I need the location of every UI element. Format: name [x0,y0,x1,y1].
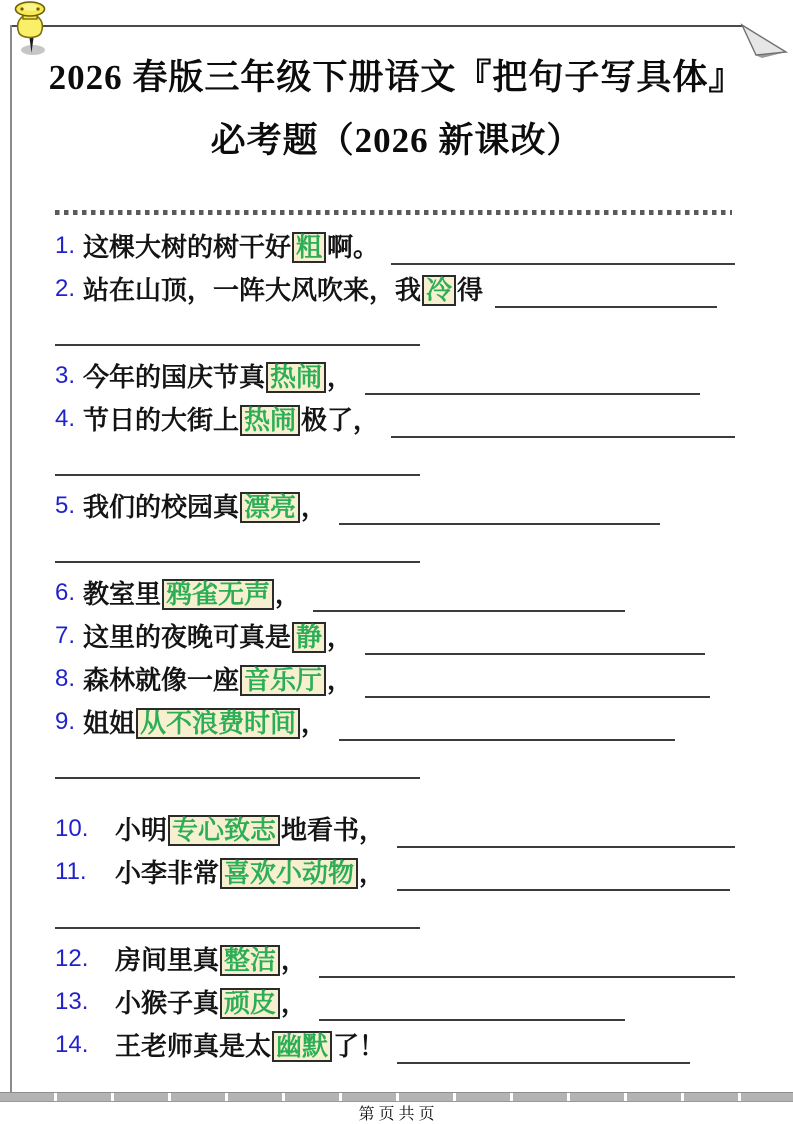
item-number: 12. [55,944,89,972]
continuation-row [55,741,735,785]
page-title-line2: 必考题（2026 新课改） [210,121,583,160]
folded-corner-icon [740,22,790,60]
list-item [55,569,735,612]
continuation-blank-line [55,891,420,929]
item-sentence [83,266,483,307]
answer-blank-line [397,859,730,891]
highlighted-word: 整洁 [220,945,280,976]
item-number: 6. [55,578,76,606]
continuation-blank-line [55,741,420,779]
continuation-blank-line [55,525,420,563]
list-item [55,978,735,1021]
item-text-pre: 王老师真是太 [115,1031,272,1061]
item-text-post: ， [281,945,308,975]
highlighted-word: 热闹 [266,362,326,393]
item-text-post: ， [301,492,328,522]
answer-blank-line [339,709,675,741]
footer-page-label: 第 页 共 页 [358,1106,435,1123]
item-number: 13. [55,987,89,1015]
list-item [55,1021,735,1064]
answer-blank-line [391,406,735,438]
answer-blank-line [319,989,625,1021]
highlighted-word: 幽默 [272,1031,332,1062]
item-number: 10. [55,814,89,842]
item-sentence [83,570,301,611]
item-text-post: 得 [457,275,484,305]
item-text-post: ， [275,579,302,609]
answer-blank-line [365,363,700,395]
list-item [55,848,735,891]
item-text-pre: 这里的夜晚可真是 [83,622,292,652]
item-number: 9. [55,707,76,735]
page-border-top [10,25,743,27]
item-text-pre: 站在山顶，一阵大风吹来，我 [83,275,422,305]
item-sentence [115,979,307,1020]
page-border-left [10,25,12,1092]
item-sentence [83,353,353,394]
page-title-line1: 2026 春版三年级下册语文『把句子写具体』 [48,58,745,97]
item-sentence [115,806,385,847]
continuation-row [55,438,735,482]
highlighted-word: 顽皮 [220,988,280,1019]
item-sentence [115,849,385,890]
highlighted-word: 鸦雀无声 [162,579,274,610]
answer-blank-line [397,816,735,848]
item-sentence [83,483,327,524]
highlighted-word: 音乐厅 [240,665,326,696]
item-number: 5. [55,491,76,519]
answer-blank-line [319,946,735,978]
item-number: 4. [55,404,76,432]
answer-blank-line [365,623,705,655]
item-sentence [83,699,327,740]
dotted-separator [55,210,732,215]
item-text-post: 极了， [301,405,380,435]
highlighted-word: 粗 [292,232,326,263]
item-text-post: 地看书， [281,815,386,845]
item-text-post: ， [359,858,386,888]
answer-blank-line [365,666,710,698]
item-sentence [83,223,379,264]
continuation-blank-line [55,438,420,476]
list-item [55,222,735,265]
continuation-row [55,525,735,569]
highlighted-word: 喜欢小动物 [220,858,358,889]
item-number: 7. [55,621,76,649]
answer-blank-line [391,233,735,265]
list-item [55,352,735,395]
pushpin-icon [8,1,52,59]
item-text-pre: 房间里真 [115,945,220,975]
highlighted-word: 冷 [422,275,456,306]
item-text-pre: 教室里 [83,579,162,609]
highlighted-word: 静 [292,622,326,653]
item-sentence [115,936,307,977]
item-sentence [83,396,379,437]
list-item [55,612,735,655]
worksheet-list [55,222,735,1064]
item-text-post: ， [327,665,354,695]
item-text-pre: 姐姐 [83,708,136,738]
answer-blank-line [313,580,625,612]
highlighted-word: 热闹 [240,405,300,436]
item-text-pre: 这棵大树的树干好 [83,232,292,262]
highlighted-word: 从不浪费时间 [136,708,300,739]
item-sentence [115,1022,385,1063]
item-text-pre: 森林就像一座 [83,665,240,695]
continuation-row [55,308,735,352]
item-text-pre: 今年的国庆节真 [83,362,266,392]
list-item [55,655,735,698]
item-number: 2. [55,274,76,302]
list-item [55,805,735,848]
highlighted-word: 漂亮 [240,492,300,523]
answer-blank-line [339,493,660,525]
item-text-pre: 节日的大街上 [83,405,240,435]
continuation-blank-line [55,308,420,346]
item-text-post: ， [327,622,354,652]
list-item [55,265,735,308]
highlighted-word: 专心致志 [168,815,280,846]
continuation-row [55,891,735,935]
item-sentence [83,656,353,697]
item-number: 8. [55,664,76,692]
item-text-post: ， [327,362,354,392]
item-number: 14. [55,1030,89,1058]
answer-blank-line [495,276,717,308]
item-text-pre: 小明 [115,815,168,845]
item-number: 3. [55,361,76,389]
list-item [55,935,735,978]
item-text-pre: 小猴子真 [115,988,220,1018]
item-text-post: 了！ [333,1031,386,1061]
item-number: 11. [55,857,87,885]
answer-blank-line [397,1032,690,1064]
item-number: 1. [55,231,76,259]
page-title [30,60,763,158]
item-text-pre: 小李非常 [115,858,220,888]
item-sentence [83,613,353,654]
list-item [55,698,735,741]
list-item [55,482,735,525]
item-text-pre: 我们的校园真 [83,492,240,522]
item-text-post: ， [301,708,328,738]
item-text-post: ， [281,988,308,1018]
item-text-post: 啊。 [327,232,380,262]
list-item [55,395,735,438]
